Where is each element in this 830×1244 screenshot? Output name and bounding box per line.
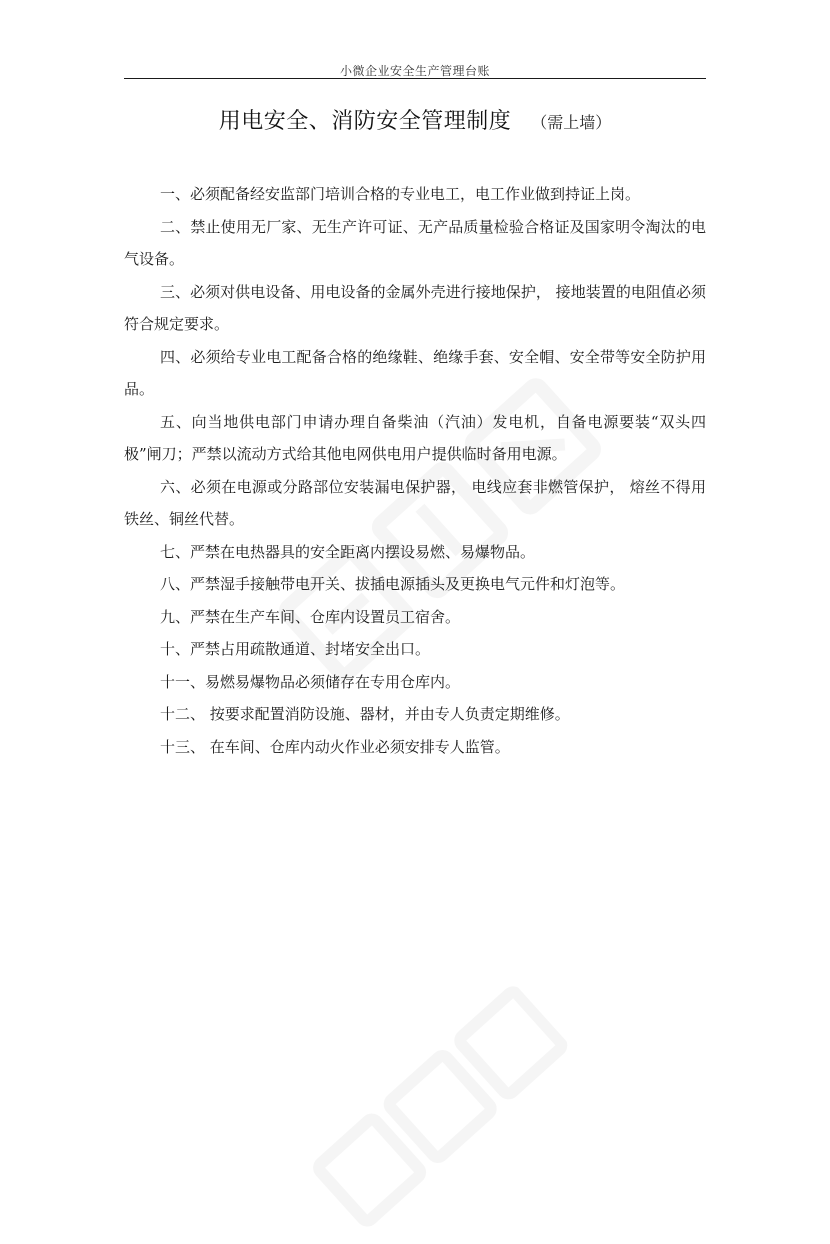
clause-13: 十三、 在车间、仓库内动火作业必须安排专人监管。 bbox=[160, 737, 510, 756]
clause-10: 十、严禁占用疏散通道、封堵安全出口。 bbox=[160, 640, 431, 658]
clause-4: 四、必须给专业电工配备合格的绝缘鞋、绝缘手套、安全帽、安全带等安全防护用品。 bbox=[124, 347, 706, 398]
clause-9: 九、严禁在生产车间、仓库内设置员工宿舍。 bbox=[160, 607, 461, 626]
clause-5: 五、向当地供电部门申请办理自备柴油（汽油）发电机，自备电源要装“双头四极”闸刀；严禁以流动方式给其他电网供电用户提供临时备用电源。 bbox=[124, 412, 706, 463]
clause-7: 七、严禁在电热器具的安全距离内摆设易燃、易爆物品。 bbox=[160, 542, 536, 561]
clause-6: 六、必须在电源或分路部位安装漏电保护器， 电线应套非燃管保护， 熔丝不得用铁丝、铜丝代替。 bbox=[124, 477, 706, 528]
watermark-graphic-bottom bbox=[303, 979, 578, 1241]
document-title bbox=[124, 104, 706, 135]
clause-1: 一、必须配备经安监部门培训合格的专业电工，电工作业做到持证上岗。 bbox=[160, 185, 641, 203]
clause-3: 三、必须对供电设备、用电设备的金属外壳进行接地保护， 接地装置的电阻值必须符合规定要求。 bbox=[124, 282, 706, 333]
clause-11: 十一、易燃易爆物品必须储存在专用仓库内。 bbox=[160, 672, 461, 691]
clause-12: 十二、 按要求配置消防设施、器材，并由专人负责定期维修。 bbox=[160, 705, 570, 723]
running-header: 小微企业安全生产管理台账 bbox=[339, 64, 490, 78]
clause-list bbox=[124, 178, 706, 763]
clause-8: 八、严禁湿手接触带电开关、拔插电源插头及更换电气元件和灯泡等。 bbox=[160, 575, 626, 593]
title-main: 用电安全、消防安全管理制度 bbox=[218, 109, 512, 134]
clause-2: 二、禁止使用无厂家、无生产许可证、无产品质量检验合格证及国家明令淘汰的电气设备。 bbox=[124, 217, 706, 268]
watermark-shape-bottom bbox=[303, 979, 578, 1241]
title-note: （需上墙） bbox=[531, 113, 612, 132]
header-rule bbox=[124, 78, 706, 79]
